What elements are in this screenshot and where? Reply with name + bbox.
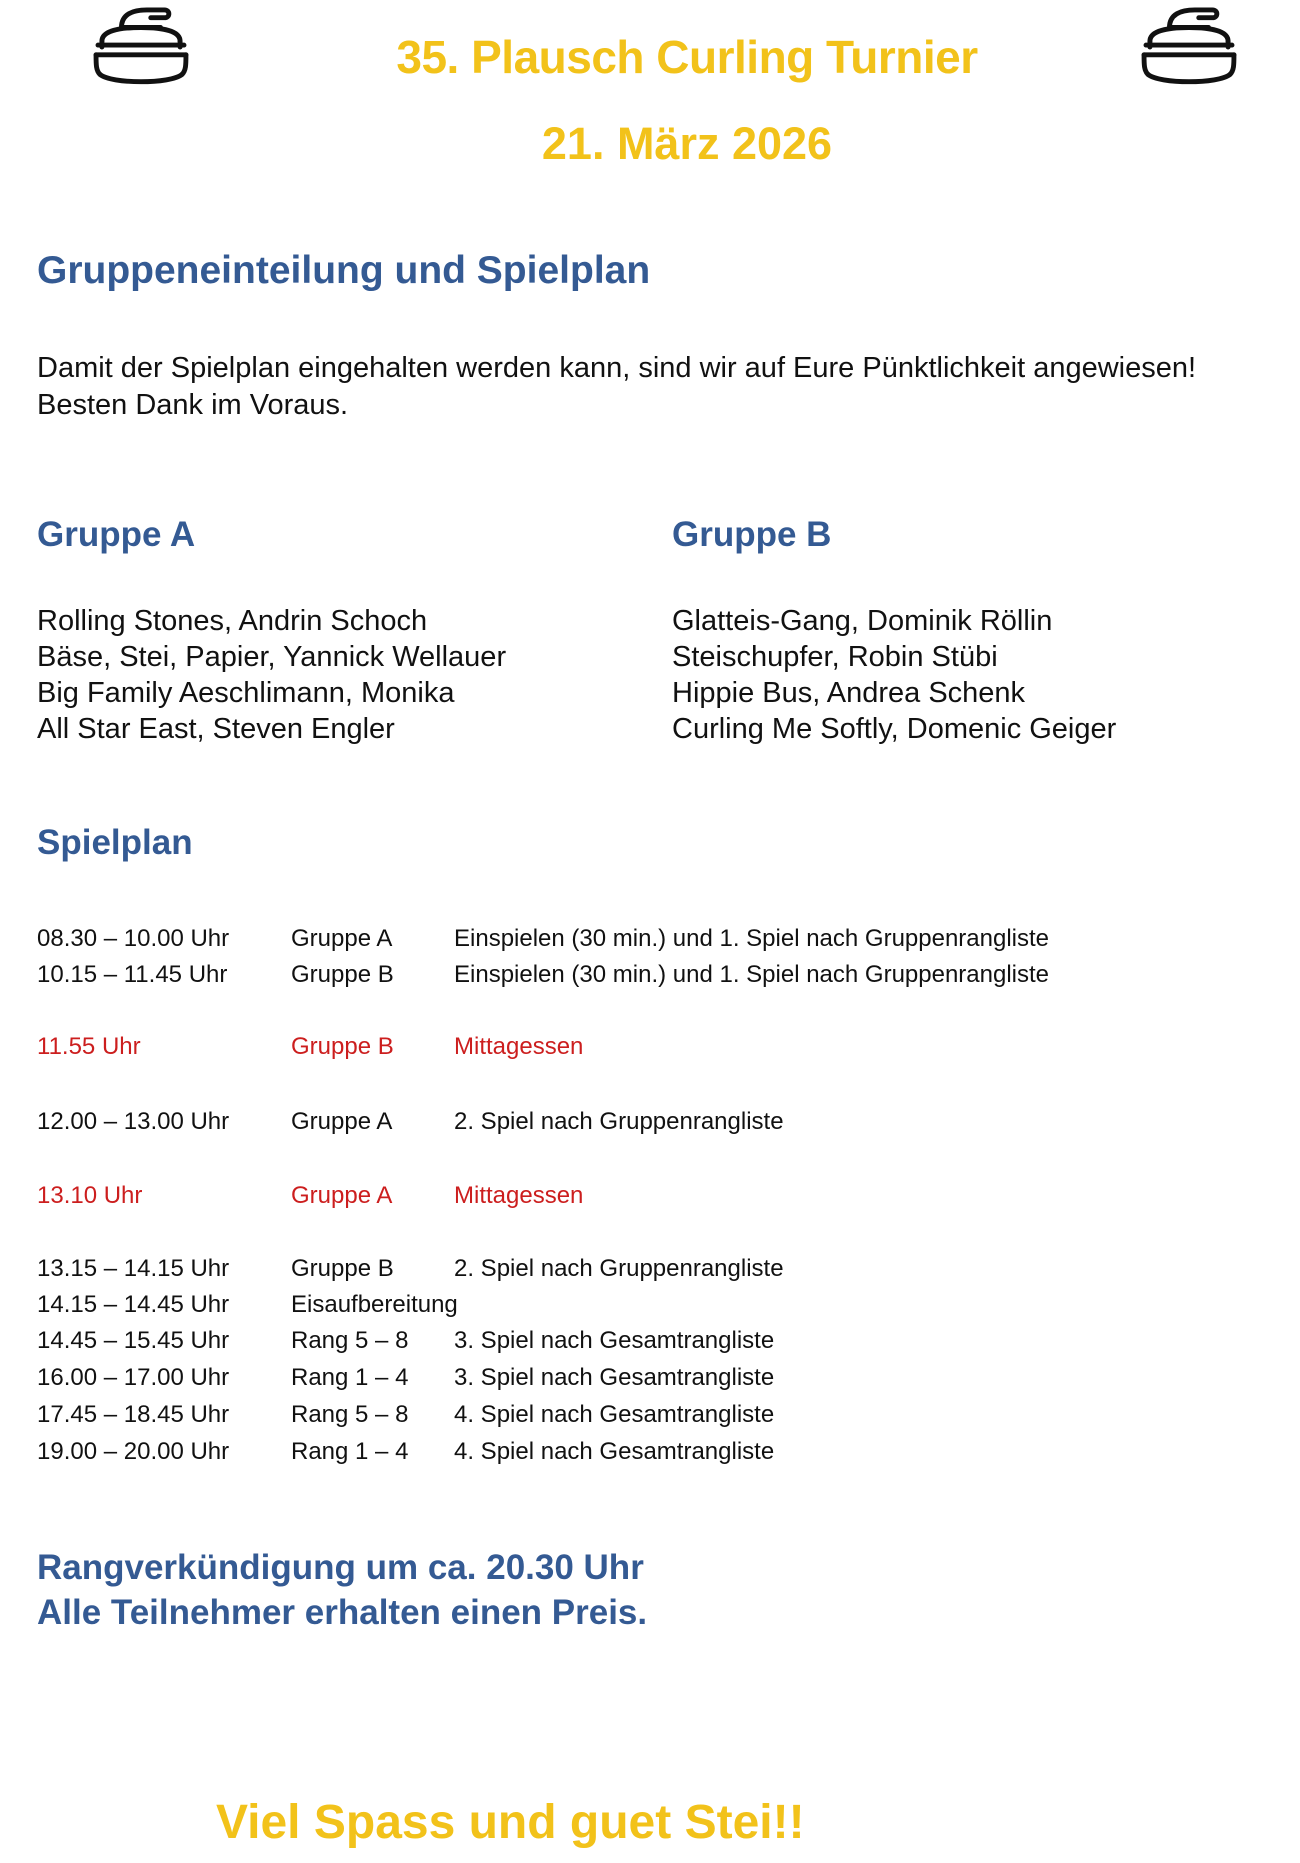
schedule-group: Gruppe A <box>291 1108 393 1135</box>
group-a-team-list <box>37 603 506 747</box>
schedule-time: 17.45 – 18.45 Uhr <box>37 1401 230 1428</box>
schedule-description: 3. Spiel nach Gesamtrangliste <box>454 1327 775 1354</box>
schedule-group: Gruppe B <box>291 1255 394 1282</box>
schedule-group: Gruppe B <box>291 961 394 988</box>
schedule-description: 4. Spiel nach Gesamtrangliste <box>454 1401 775 1428</box>
schedule-description: Mittagessen <box>454 1033 584 1060</box>
schedule-time: 14.45 – 15.45 Uhr <box>37 1327 230 1354</box>
schedule-group: Rang 5 – 8 <box>291 1401 409 1428</box>
team-entry: Glatteis-Gang, Dominik Röllin <box>672 605 1053 637</box>
schedule-description: Einspielen (30 min.) und 1. Spiel nach Gruppenrangliste <box>454 961 1050 988</box>
team-entry: Hippie Bus, Andrea Schenk <box>672 677 1026 709</box>
group-b-team-list <box>672 603 1116 747</box>
event-date: 21. März 2026 <box>541 118 833 169</box>
schedule-time: 12.00 – 13.00 Uhr <box>37 1108 230 1135</box>
group-a-title: Gruppe A <box>37 515 196 554</box>
team-entry: Bäse, Stei, Papier, Yannick Wellauer <box>37 641 507 673</box>
schedule-time: 11.55 Uhr <box>37 1033 141 1060</box>
schedule-group: Eisaufbereitung <box>291 1291 458 1318</box>
schedule-time: 14.15 – 14.45 Uhr <box>37 1291 230 1318</box>
schedule-group: Gruppe B <box>291 1033 394 1060</box>
schedule-description: 2. Spiel nach Gruppenrangliste <box>454 1108 784 1135</box>
schedule-group: Rang 1 – 4 <box>291 1438 409 1465</box>
schedule-description: 3. Spiel nach Gesamtrangliste <box>454 1364 775 1391</box>
section-title: Gruppeneinteilung und Spielplan <box>37 249 651 292</box>
schedule-group: Gruppe A <box>291 1182 393 1209</box>
schedule-time: 19.00 – 20.00 Uhr <box>37 1438 230 1465</box>
closing-message: Viel Spass und guet Stei!! <box>216 1796 805 1849</box>
schedule-description: Mittagessen <box>454 1182 584 1209</box>
schedule-description: 2. Spiel nach Gruppenrangliste <box>454 1255 784 1282</box>
prize-note: Alle Teilnehmer erhalten einen Preis. <box>37 1593 648 1632</box>
schedule-time: 13.15 – 14.15 Uhr <box>37 1255 230 1282</box>
schedule-group: Rang 5 – 8 <box>291 1327 409 1354</box>
schedule-time: 16.00 – 17.00 Uhr <box>37 1364 230 1391</box>
schedule-group: Gruppe A <box>291 925 393 952</box>
team-entry: Big Family Aeschlimann, Monika <box>37 677 455 709</box>
schedule-time: 13.10 Uhr <box>37 1182 143 1209</box>
team-entry: All Star East, Steven Engler <box>37 713 395 745</box>
team-entry: Steischupfer, Robin Stübi <box>672 641 998 673</box>
intro-line: Damit der Spielplan eingehalten werden kann, sind wir auf Eure Pünktlichkeit angewiesen! <box>37 352 1197 384</box>
team-entry: Curling Me Softly, Domenic Geiger <box>672 713 1117 745</box>
schedule-title: Spielplan <box>37 823 193 862</box>
team-entry: Rolling Stones, Andrin Schoch <box>37 605 428 637</box>
page-title: 35. Plausch Curling Turnier <box>396 31 978 83</box>
schedule-description: 4. Spiel nach Gesamtrangliste <box>454 1438 775 1465</box>
group-b-title: Gruppe B <box>672 515 832 554</box>
schedule-time: 10.15 – 11.45 Uhr <box>37 961 228 988</box>
schedule-description: Einspielen (30 min.) und 1. Spiel nach Gruppenrangliste <box>454 925 1050 952</box>
award-announcement: Rangverkündigung um ca. 20.30 Uhr <box>37 1548 644 1587</box>
schedule-group: Rang 1 – 4 <box>291 1364 409 1391</box>
intro-text <box>37 350 1196 424</box>
schedule-time: 08.30 – 10.00 Uhr <box>37 925 230 952</box>
intro-line: Besten Dank im Voraus. <box>37 389 349 421</box>
